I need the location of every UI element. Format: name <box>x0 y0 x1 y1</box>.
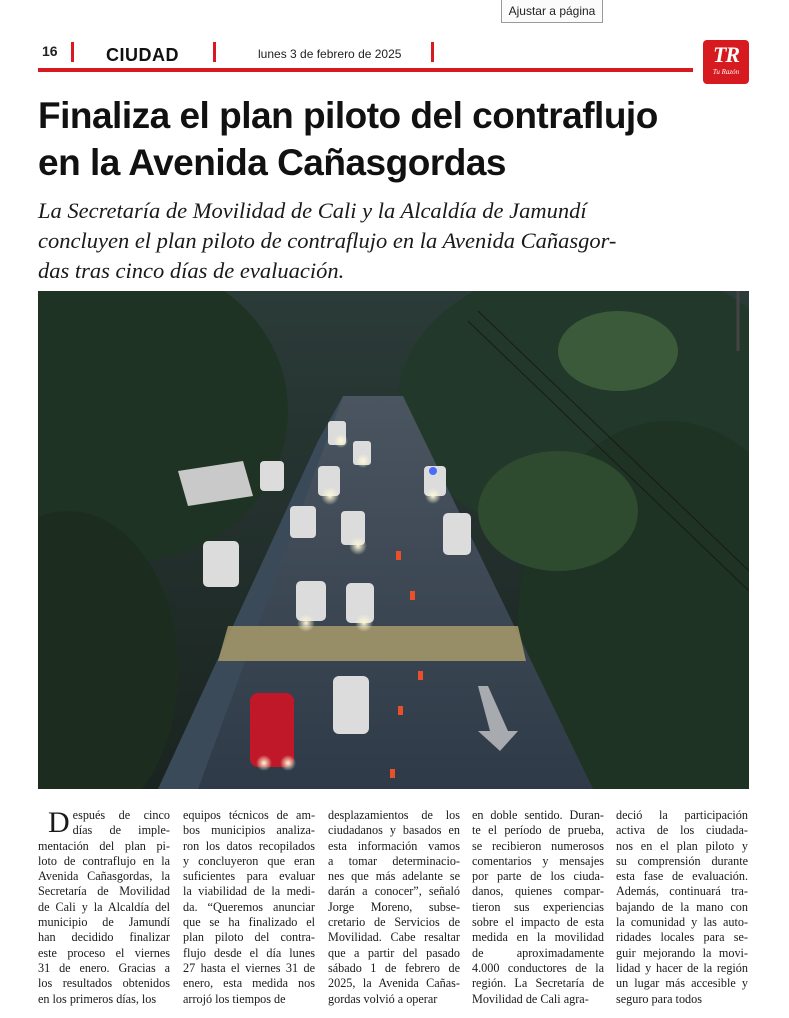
body-line: activa de los ciudada- <box>616 823 748 838</box>
body-line: equipos técnicos de am- <box>183 808 315 822</box>
body-line: plan piloto del contra- <box>183 930 315 945</box>
body-line: Jorge Moreno, subse- <box>328 899 460 914</box>
body-line: darán a conocer”, señaló <box>328 884 460 899</box>
body-line: los resultados obtenidos <box>38 976 170 991</box>
body-line: danos, quienes compar- <box>472 884 604 899</box>
body-line: guir mejorando la movi- <box>616 945 748 960</box>
article-headline <box>38 92 758 186</box>
body-line: días de imple- <box>72 823 170 838</box>
body-line: ron los datos recopilados <box>183 838 315 853</box>
body-line: que a partir del pasado <box>328 945 460 960</box>
article-body <box>38 808 750 1008</box>
body-line: a tomar determinacio- <box>328 853 460 868</box>
dek-line: La Secretaría de Movilidad de Cali y la Alcaldía de Jamundí <box>38 198 587 223</box>
body-line: arrojó los tiempos de <box>183 991 286 1006</box>
body-line: cretario de Servicios de <box>328 915 460 930</box>
body-line: seguro para todos <box>616 991 702 1006</box>
body-line: y concluyeron que eran <box>183 853 315 868</box>
body-line: se recibieron numerosos <box>472 838 604 853</box>
header-separator <box>71 42 74 62</box>
body-line: tieron sus experiencias <box>472 899 604 914</box>
body-line: Movilidad de Cali agra- <box>472 991 589 1006</box>
dek-line: das tras cinco días de evaluación. <box>38 258 345 283</box>
body-line: ciudadanos y basados en <box>328 823 460 838</box>
body-line: enero, esta medida nos <box>183 976 315 991</box>
body-line: flujo desde el día lunes <box>183 945 315 960</box>
header-separator <box>431 42 434 62</box>
section-label: CIUDAD <box>106 45 179 65</box>
article-column <box>38 808 170 1007</box>
body-line: nos en el plan piloto y <box>616 838 748 853</box>
body-line: esta fase de evaluación. <box>616 869 748 884</box>
body-line: suficientes para evaluar <box>183 869 315 884</box>
body-line: por parte de los ciuda- <box>472 869 604 884</box>
body-line: sábado 1 de febrero de <box>328 960 460 975</box>
body-line: la comunidad y las auto- <box>616 915 748 930</box>
body-line: espués de cinco <box>72 808 170 822</box>
body-line: de aproximadamente <box>472 945 604 960</box>
aerial-traffic-photo <box>38 291 749 789</box>
body-line: Además, continuará tra- <box>616 884 748 899</box>
body-line: comentarios y mensajes <box>472 853 604 868</box>
body-line: en doble sentido. Duran- <box>472 808 604 822</box>
page-number: 16 <box>42 43 58 59</box>
page-header <box>38 38 750 88</box>
body-line: 4.000 conductores de la <box>472 960 604 975</box>
body-line: ridades locales para se- <box>616 930 748 945</box>
article-column <box>328 808 460 1007</box>
article-column <box>616 808 748 1007</box>
body-line: han decidido finalizar <box>38 930 170 945</box>
body-line: loto de contraflujo en la <box>38 853 170 868</box>
body-line: medida en la movilidad <box>472 930 604 945</box>
body-line: un lugar más accesible y <box>616 976 748 991</box>
body-line: Movilidad. Cabe resaltar <box>328 930 460 945</box>
body-line: Avenida Cañasgordas, la <box>38 869 170 884</box>
body-line: da. “Queremos anunciar <box>183 899 315 914</box>
body-line: municipio de Jamundí <box>38 915 170 930</box>
body-line: esta información vamos <box>328 838 460 853</box>
article-column <box>472 808 604 1007</box>
logo-subtitle: Tu Razón <box>712 68 740 76</box>
header-separator <box>213 42 216 62</box>
article-subheadline <box>38 196 750 286</box>
issue-date: lunes 3 de febrero de 2025 <box>258 47 402 61</box>
dropcap: D <box>48 806 70 839</box>
body-line: bajando de la mano con <box>616 899 748 914</box>
body-line: en los primeros días, los <box>38 991 157 1006</box>
dek-line: concluyen el plan piloto de contraflujo en la Avenida Cañasgor- <box>38 228 617 253</box>
body-line: la viabilidad de la medi- <box>183 884 315 899</box>
logo-mark: TR <box>712 42 740 67</box>
body-line: desplazamientos de los <box>328 808 460 822</box>
body-line: que se ha finalizado el <box>183 915 315 930</box>
body-line: de Cali y la Alcaldía del <box>38 899 170 914</box>
header-rule <box>38 68 693 72</box>
body-line: región. La Secretaría de <box>472 976 604 991</box>
body-line: 2025, la Avenida Cañas- <box>328 976 460 991</box>
body-line: nes que más adelante se <box>328 869 460 884</box>
body-line: bos municipios analiza- <box>183 823 315 838</box>
body-line: deció la participación <box>616 808 748 822</box>
body-line: gordas volvió a operar <box>328 991 438 1006</box>
body-line: su comprensión durante <box>616 853 748 868</box>
article-photo <box>38 291 749 789</box>
fit-page-button[interactable]: Ajustar a página <box>501 0 603 23</box>
headline-line: Finaliza el plan piloto del contraflujo <box>38 95 658 136</box>
body-line: te el período de prueba, <box>472 823 604 838</box>
body-line: 31 de enero. Gracias a <box>38 960 170 975</box>
article-column <box>183 808 315 1007</box>
headline-line: en la Avenida Cañasgordas <box>38 142 506 183</box>
body-line: sobre el impacto de esta <box>472 915 604 930</box>
body-line: Secretaría de Movilidad <box>38 884 170 899</box>
body-line: 27 hasta el viernes 31 de <box>183 960 315 975</box>
body-line: lidad y hacer de la región <box>616 960 748 975</box>
body-line: este proceso el viernes <box>38 945 170 960</box>
body-line: mentación del plan pi- <box>38 838 170 853</box>
publication-logo <box>703 40 749 84</box>
